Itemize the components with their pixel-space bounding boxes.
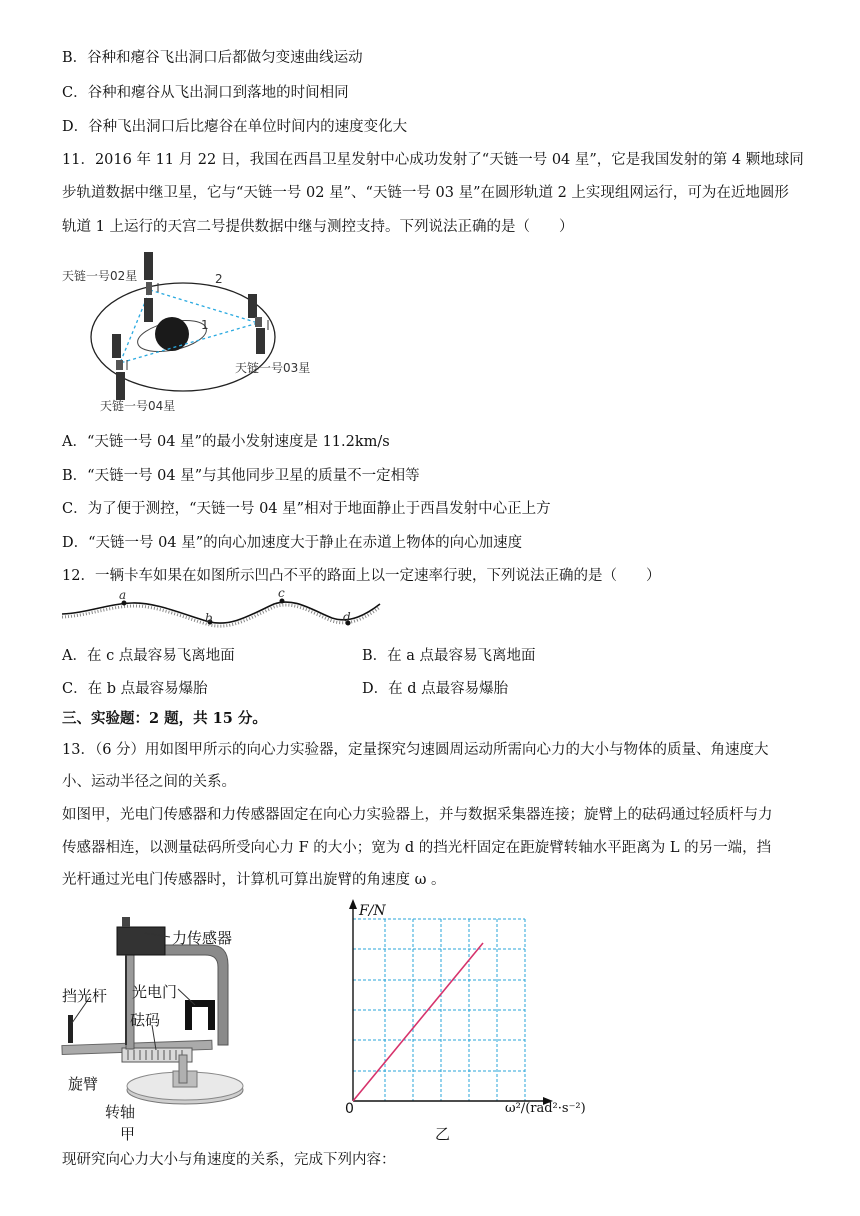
q11-option-c: C．为了便于测控，“天链一号 04 星”相对于地面静止于西昌发射中心正上方 <box>62 501 551 517</box>
label-a: a <box>119 588 127 602</box>
q10-option-b: B．谷种和瘪谷飞出洞口后都做匀变速曲线运动 <box>62 50 363 66</box>
q11-stem-line1: 11．2016 年 11 月 22 日，我国在西昌卫星发射中心成功发射了“天链一号 04 星”，它是我国发射的第 4 颗地球同 <box>62 152 804 168</box>
q12-road-figure <box>62 586 382 636</box>
q11-option-d: D．“天链一号 04 星”的向心加速度大于静止在赤道上物体的向心加速度 <box>62 535 523 551</box>
label-axis: 转轴 <box>105 1103 136 1121</box>
label-sat-04: 天链一号04星 <box>100 399 176 413</box>
x-axis-label: ω²/(rad²·s⁻²) <box>505 1101 586 1116</box>
q11-stem-line3: 轨道 1 上运行的天宫二号提供数据中继与测控支持。下列说法正确的是（ ） <box>62 219 574 235</box>
section-3-heading: 三、实验题：2 题，共 15 分。 <box>62 710 267 727</box>
q11-orbit-figure <box>60 250 330 415</box>
origin-label: 0 <box>345 1101 354 1117</box>
q10-option-c: C．谷种和瘪谷从飞出洞口到落地的时间相同 <box>62 85 349 101</box>
satellite-02 <box>144 252 158 322</box>
q12-option-a: A．在 c 点最容易飞离地面 <box>62 648 235 664</box>
graph-grid <box>353 919 525 1101</box>
relay-triangle <box>120 290 258 363</box>
q13-para-line1: 如图甲，光电门传感器和力传感器固定在向心力实验器上，并与数据采集器连接；旋臂上的砝码通过轻质杆与力 <box>62 807 773 823</box>
q12-option-b: B．在 a 点最容易飞离地面 <box>362 648 536 664</box>
satellite-04 <box>112 334 127 400</box>
q10-option-d: D．谷种飞出洞口后比瘪谷在单位时间内的速度变化大 <box>62 119 408 135</box>
caption-jia: 甲 <box>120 1125 136 1143</box>
q12-option-d: D．在 d 点最容易爆胎 <box>362 681 509 697</box>
label-force-sensor: 力传感器 <box>172 929 233 947</box>
y-axis-label: F/N <box>359 903 386 919</box>
label-orbit-1: 1 <box>201 318 209 332</box>
fig-jia-apparatus <box>60 905 310 1145</box>
label-sat-03: 天链一号03星 <box>235 361 311 375</box>
label-photogate: 光电门 <box>132 983 178 1001</box>
earth <box>155 317 189 351</box>
q12-stem: 12．一辆卡车如果在如图所示凹凸不平的路面上以一定速率行驶，下列说法正确的是（ ） <box>62 568 661 584</box>
label-weight: 砝码 <box>130 1011 161 1029</box>
f-omega-graph <box>335 895 635 1145</box>
label-light-bar: 挡光杆 <box>62 987 108 1005</box>
label-sat-02: 天链一号02星 <box>62 269 138 283</box>
label-orbit-2: 2 <box>215 272 223 286</box>
label-arm: 旋臂 <box>68 1075 99 1093</box>
data-line <box>353 943 483 1101</box>
q12-option-c: C．在 b 点最容易爆胎 <box>62 681 208 697</box>
label-b: b <box>205 611 213 625</box>
q11-option-a: A．“天链一号 04 星”的最小发射速度是 11.2km/s <box>62 434 390 450</box>
q13-para-line3: 光杆通过光电门传感器时，计算机可算出旋臂的角速度 ω 。 <box>62 872 446 888</box>
label-d: d <box>343 610 351 624</box>
q13-stem-line1: 13．（6 分）用如图甲所示的向心力实验器，定量探究匀速圆周运动所需向心力的大小与物体的质量、角速度大 <box>62 742 769 758</box>
caption-yi: 乙 <box>435 1125 451 1143</box>
q13-followup: 现研究向心力大小与角速度的关系，完成下列内容： <box>62 1152 396 1168</box>
q11-option-b: B．“天链一号 04 星”与其他同步卫星的质量不一定相等 <box>62 468 420 484</box>
bumpy-road <box>62 594 382 636</box>
q13-para-line2: 传感器相连，以测量砝码所受向心力 F 的大小；宽为 d 的挡光杆固定在距旋臂转轴水平距离为 L 的另一端，挡 <box>62 840 772 856</box>
q11-stem-line2: 步轨道数据中继卫星，它与“天链一号 02 星”、“天链一号 03 星”在圆形轨道 2 上实现组网运行，可为在近地圆形 <box>62 185 789 201</box>
fig-yi-graph <box>335 895 635 1145</box>
q13-stem-line2: 小、运动半径之间的关系。 <box>62 774 236 790</box>
satellite-03 <box>248 294 268 354</box>
label-c: c <box>278 586 285 600</box>
